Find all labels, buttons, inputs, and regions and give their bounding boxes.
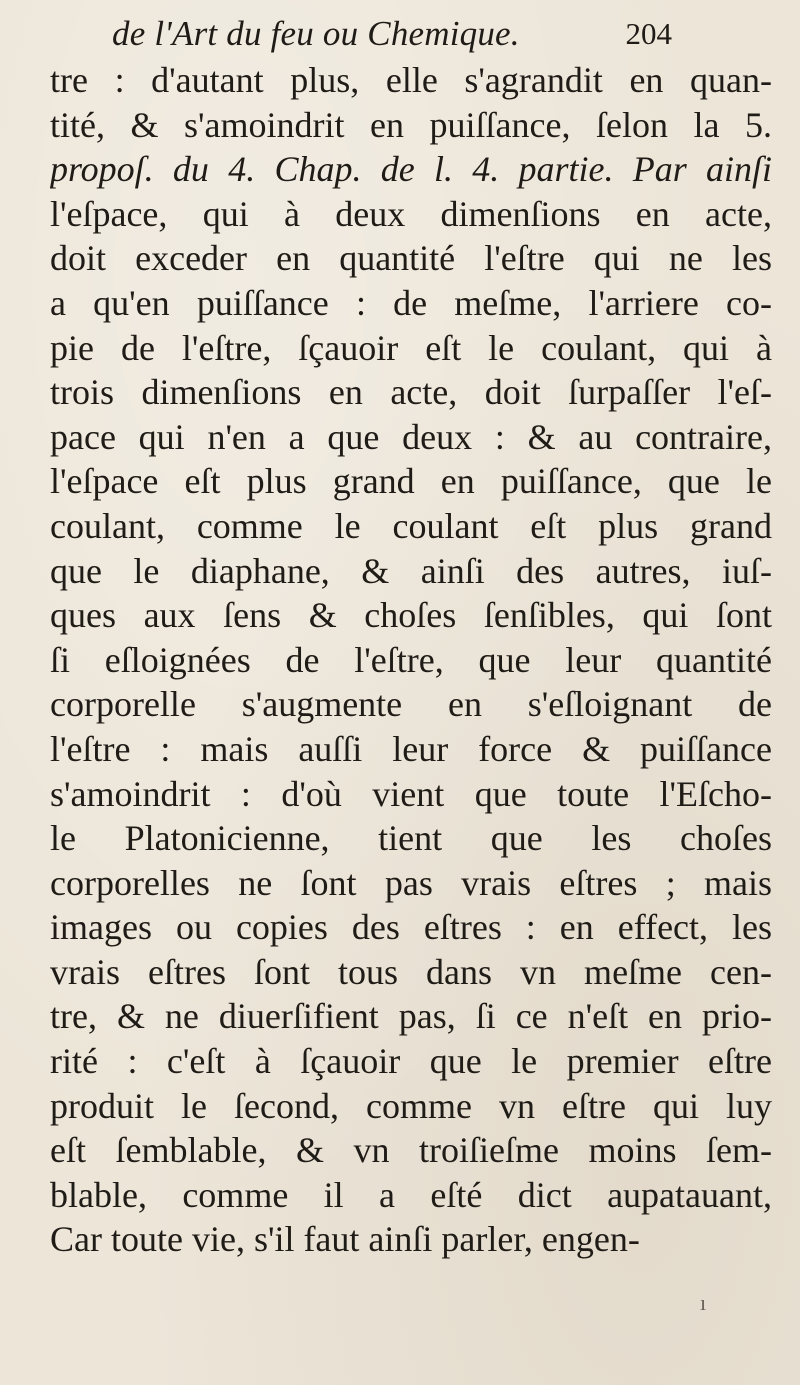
text-line: vrais eſtres ſont tous dans vn meſme cen- [50, 951, 772, 992]
text-line: produit le ſecond, comme vn eſtre qui luy [50, 1085, 772, 1126]
text-line: s'amoindrit : d'où vient que toute l'Eſcho- [50, 773, 772, 814]
text-line: ſi eſloignées de l'eſtre, que leur quantité [50, 639, 772, 680]
text-line: pie de l'eſtre, ſçauoir eſt le coulant, qui à [50, 327, 772, 368]
text-line: tre, & ne diuerſifient pas, ſi ce n'eſt en prio- [50, 996, 772, 1037]
page-number: 204 [625, 16, 672, 51]
text-line: doit exceder en quantité l'eſtre qui ne les [50, 238, 772, 279]
text-line: le Platonicienne, tient que les choſes [50, 818, 772, 859]
text-line: Car toute vie, s'il faut ainſi parler, engen- [50, 1219, 640, 1260]
running-head [112, 14, 672, 58]
text-line: pace qui n'en a que deux : & au contraire, [50, 416, 772, 457]
text-line: images ou copies des eſtres : en effect, les [50, 907, 772, 948]
text-line: a qu'en puiſſance : de meſme, l'arriere co- [50, 282, 772, 323]
text-line: eſt ſemblable, & vn troiſieſme moins ſem- [50, 1130, 772, 1171]
text-line: trois dimenſions en acte, doit ſurpaſſer l'eſ- [50, 372, 772, 413]
body-text [50, 58, 772, 1262]
paper-speck: ı [700, 1290, 707, 1315]
text-line: tre : d'autant plus, elle s'agrandit en quan- [50, 60, 772, 100]
text-line: corporelles ne ſont pas vrais eſtres ; mais [50, 862, 772, 903]
text-line: l'eſtre : mais auſſi leur force & puiſſance [50, 728, 772, 769]
text-line: rité : c'eſt à ſçauoir que le premier eſtre [50, 1041, 772, 1082]
running-title: de l'Art du feu ou Chemique. [112, 14, 520, 53]
text-line: coulant, comme le coulant eſt plus grand [50, 505, 772, 546]
text-line: tité, & s'amoindrit en puiſſance, ſelon la 5. [50, 104, 772, 145]
text-line: que le diaphane, & ainſi des autres, iuſ- [50, 550, 772, 591]
text-line: corporelle s'augmente en s'eſloignant de [50, 684, 772, 725]
text-line: l'eſpace, qui à deux dimenſions en acte, [50, 193, 772, 234]
text-line: ques aux ſens & choſes ſenſibles, qui ſont [50, 595, 772, 636]
text-line: l'eſpace eſt plus grand en puiſſance, que le [50, 461, 772, 502]
text-line: blable, comme il a eſté dict aupatauant, [50, 1174, 772, 1215]
text-line: propoſ. du 4. Chap. de l. 4. partie. Par ainſi [50, 149, 772, 190]
